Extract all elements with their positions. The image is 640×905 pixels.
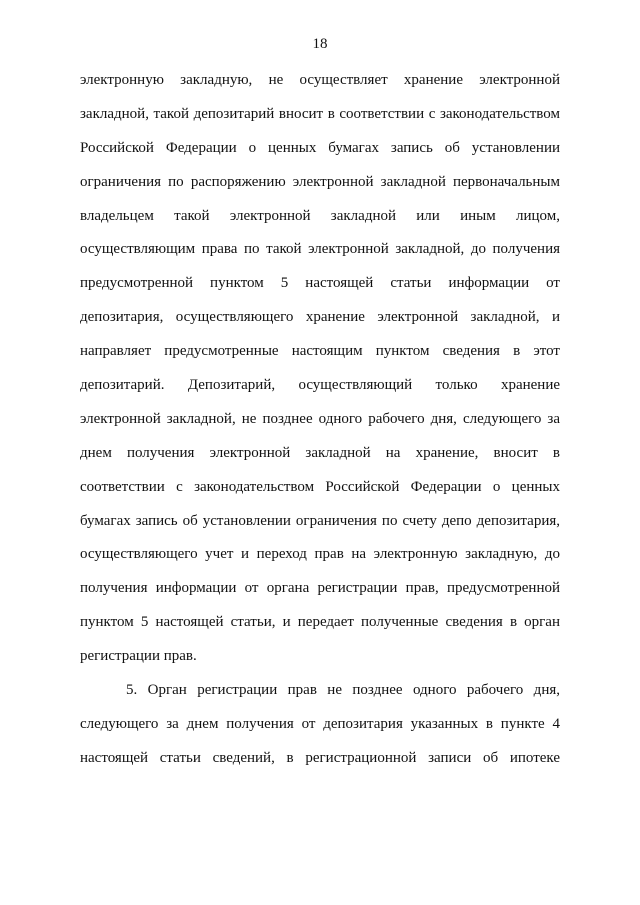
text-line: регистрации прав. [80, 648, 197, 665]
paragraph-5 [80, 676, 560, 778]
text-line: ограничения по распоряжению электронной закладной первоначальным [80, 173, 560, 190]
text-line: депозитария, осуществляющего хранение электронной закладной, и [80, 309, 560, 326]
text-line: Российской Федерации о ценных бумагах запись об установлении [80, 139, 560, 156]
text-line: электронную закладную, не осуществляет хранение электронной [80, 72, 560, 88]
text-line: владельцем такой электронной закладной или иным лицом, [80, 207, 560, 224]
paragraph-4-continuation [80, 66, 560, 676]
document-body [80, 66, 560, 778]
text-line: направляет предусмотренные настоящим пунктом сведения в этот [80, 343, 560, 360]
text-line: депозитарий. Депозитарий, осуществляющий только хранение [80, 377, 560, 394]
page-number: 18 [312, 36, 328, 52]
text-line: пунктом 5 настоящей статьи, и передает полученные сведения в орган [80, 614, 560, 631]
text-line: электронной закладной, не позднее одного рабочего дня, следующего за [80, 410, 560, 427]
text-line: соответствии с законодательством Российской Федерации о ценных [80, 478, 560, 495]
text-line: осуществляющего учет и переход прав на электронную закладную, до [80, 546, 560, 563]
text-line: бумагах запись об установлении ограничения по счету депо депозитария, [80, 512, 560, 529]
text-line: 5. Орган регистрации прав не позднее одного рабочего дня, [126, 682, 560, 699]
text-line: закладной, такой депозитарий вносит в соответствии с законодательством [80, 105, 560, 122]
text-line: следующего за днем получения от депозитария указанных в пункте 4 [80, 715, 560, 732]
text-line: получения информации от органа регистрации прав, предусмотренной [80, 580, 560, 597]
text-line: днем получения электронной закладной на хранение, вносит в [80, 444, 560, 461]
text-line: осуществляющим права по такой электронной закладной, до получения [80, 241, 560, 258]
text-line: настоящей статьи сведений, в регистрационной записи об ипотеке [80, 749, 560, 766]
text-line: предусмотренной пунктом 5 настоящей статьи информации от [80, 275, 560, 292]
